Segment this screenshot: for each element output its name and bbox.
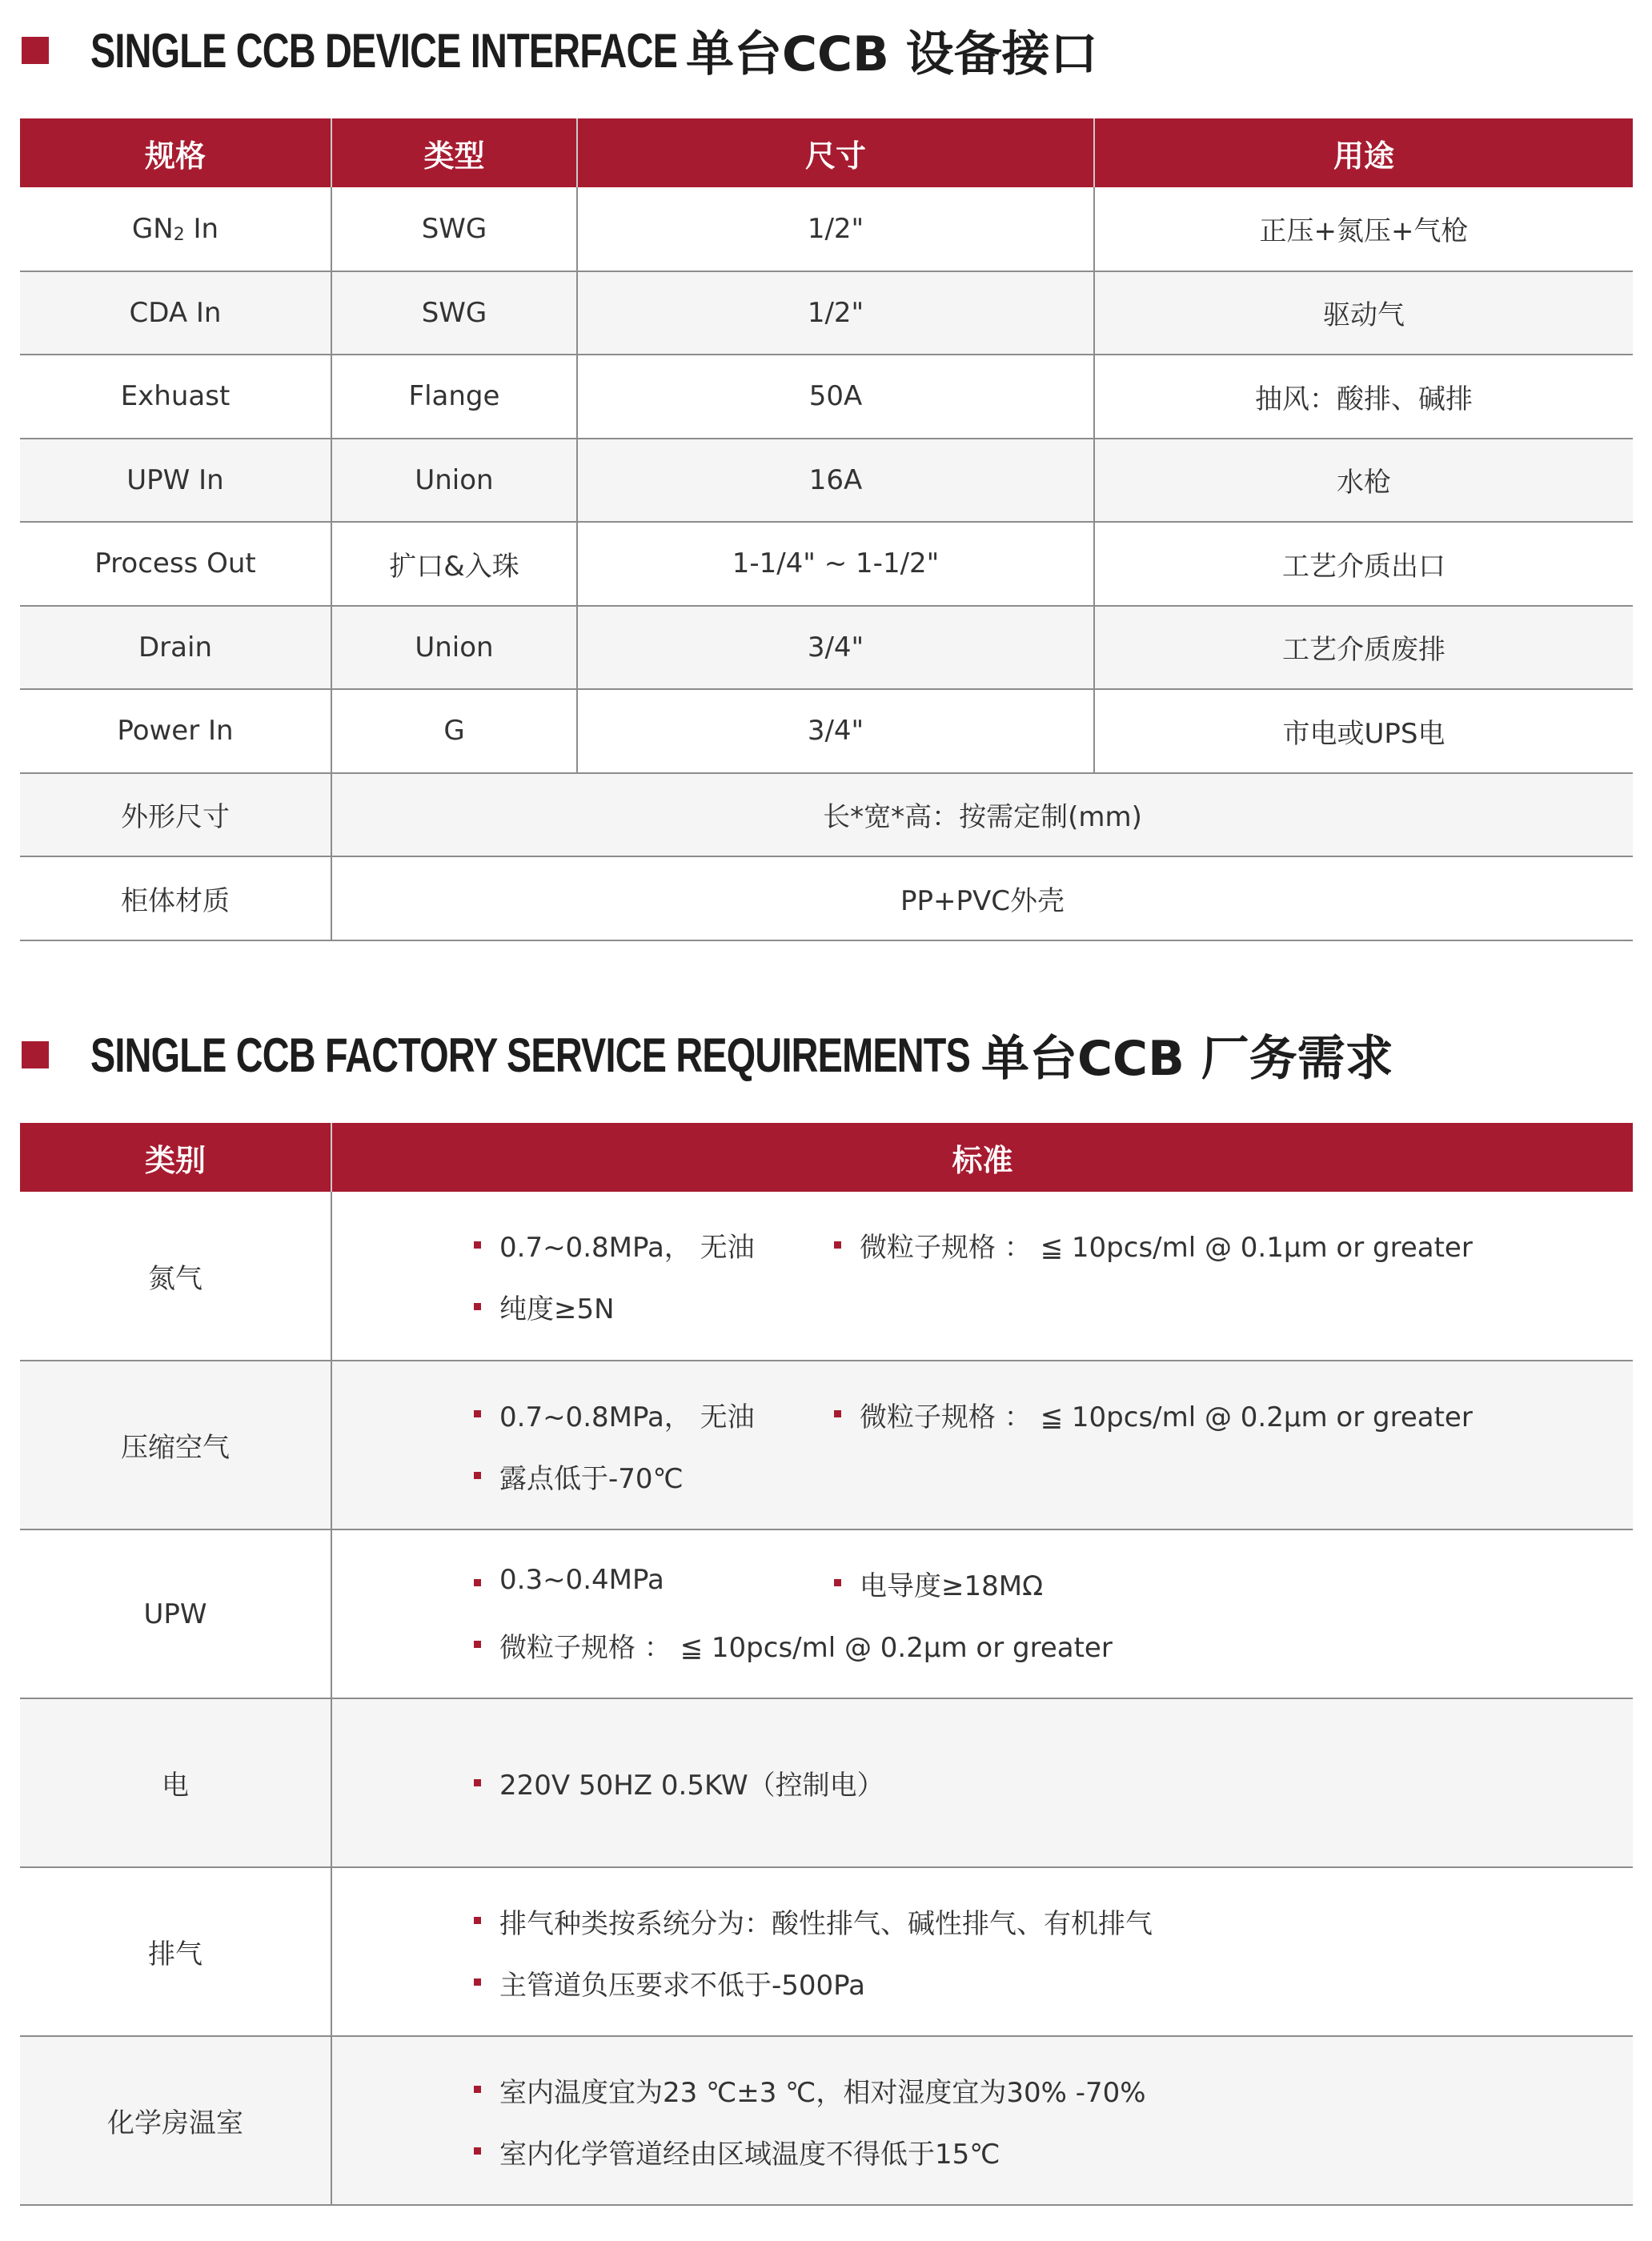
header-category: 类别 — [20, 1123, 331, 1192]
size-cell: 16A — [577, 439, 1094, 523]
table-row — [20, 2036, 1633, 2205]
table-row — [20, 187, 1633, 271]
table-row — [20, 606, 1633, 690]
size-cell: 1/2" — [577, 271, 1094, 355]
table-row — [20, 689, 1633, 773]
list-item: 主管道负压要求不低于-500Pa — [474, 1963, 1633, 2002]
material-label: 柜体材质 — [20, 856, 331, 940]
type-cell: Flange — [331, 355, 577, 439]
section-marker — [22, 37, 49, 64]
header-spec: 规格 — [20, 118, 331, 187]
header-standard: 标准 — [331, 1123, 1633, 1192]
list-item: 微粒子规格 ： ≦ 10pcs/ml @ 0.2μm or greater — [834, 1395, 1633, 1434]
use-cell: 抽风：酸排、碱排 — [1094, 355, 1633, 439]
size-cell: 1/2" — [577, 187, 1094, 271]
section-1-title — [0, 14, 1652, 86]
header-size: 尺寸 — [577, 118, 1094, 187]
category-cell: 压缩空气 — [20, 1361, 331, 1529]
section-1-title-cn: 单台CCB 设备接口 — [686, 26, 1098, 82]
spec-text: GN — [131, 212, 174, 245]
table-row — [20, 1529, 1633, 1698]
standard-cell — [331, 2036, 1633, 2205]
use-cell: 工艺介质出口 — [1094, 522, 1633, 606]
category-cell: 电 — [20, 1698, 331, 1867]
spec-cell: Process Out — [20, 522, 331, 606]
spec-suffix: In — [184, 212, 219, 245]
spec-cell: Exhuast — [20, 355, 331, 439]
list-item: 排气种类按系统分为：酸性排气、碱性排气、有机排气 — [474, 1902, 1633, 1941]
section-2-title-en: SINGLE CCB FACTORY SERVICE REQUIREMENTS — [90, 1028, 971, 1082]
use-cell: 驱动气 — [1094, 271, 1633, 355]
standard-cell — [331, 1192, 1633, 1361]
standard-cell — [331, 1529, 1633, 1698]
table-row — [20, 439, 1633, 523]
list-item: 220V 50HZ 0.5KW（控制电） — [474, 1763, 1633, 1802]
dimension-value: 长*宽*高：按需定制(mm) — [331, 773, 1633, 857]
spec-cell: Power In — [20, 689, 331, 773]
type-cell: SWG — [331, 271, 577, 355]
section-marker — [22, 1041, 49, 1068]
category-cell: 氮气 — [20, 1192, 331, 1361]
list-item: 室内温度宜为23 ℃±3 ℃，相对湿度宜为30% -70% — [474, 2071, 1633, 2110]
list-item: 纯度≥5N — [474, 1287, 1633, 1326]
list-item: 0.3~0.4MPa — [474, 1564, 834, 1603]
list-item: 露点低于-70℃ — [474, 1457, 1633, 1496]
header-type: 类型 — [331, 118, 577, 187]
material-value: PP+PVC外壳 — [331, 856, 1633, 940]
device-interface-table — [20, 118, 1633, 941]
section-2-title-cn: 单台CCB 厂务需求 — [981, 1031, 1393, 1087]
size-cell: 1-1/4" ~ 1-1/2" — [577, 522, 1094, 606]
type-cell: G — [331, 689, 577, 773]
table-row — [20, 1192, 1633, 1361]
category-cell: 排气 — [20, 1867, 331, 2036]
type-cell: SWG — [331, 187, 577, 271]
use-cell: 市电或UPS电 — [1094, 689, 1633, 773]
table-row — [20, 856, 1633, 940]
type-cell: 扩口&入珠 — [331, 522, 577, 606]
size-cell: 3/4" — [577, 689, 1094, 773]
use-cell: 正压+氮压+气枪 — [1094, 187, 1633, 271]
list-item: 微粒子规格 ： ≦ 10pcs/ml @ 0.2μm or greater — [474, 1626, 1633, 1665]
dimension-label: 外形尺寸 — [20, 773, 331, 857]
table-row — [20, 1361, 1633, 1529]
size-cell: 50A — [577, 355, 1094, 439]
category-cell: 化学房温室 — [20, 2036, 331, 2205]
type-cell: Union — [331, 439, 577, 523]
table-row — [20, 773, 1633, 857]
use-cell: 水枪 — [1094, 439, 1633, 523]
table-row — [20, 1698, 1633, 1867]
list-item: 电导度≥18MΩ — [834, 1564, 1633, 1603]
section-2-title — [0, 1019, 1652, 1091]
table-row — [20, 271, 1633, 355]
list-item: 0.7~0.8MPa， 无油 — [474, 1395, 834, 1434]
size-cell: 3/4" — [577, 606, 1094, 690]
list-item: 微粒子规格 ： ≦ 10pcs/ml @ 0.1μm or greater — [834, 1225, 1633, 1265]
standard-cell — [331, 1361, 1633, 1529]
spec-cell — [20, 187, 331, 271]
list-item: 0.7~0.8MPa， 无油 — [474, 1225, 834, 1265]
list-item: 室内化学管道经由区域温度不得低于15℃ — [474, 2132, 1633, 2171]
type-cell: Union — [331, 606, 577, 690]
spec-subscript: 2 — [173, 224, 185, 245]
spec-cell: CDA In — [20, 271, 331, 355]
use-cell: 工艺介质废排 — [1094, 606, 1633, 690]
header-use: 用途 — [1094, 118, 1633, 187]
category-cell: UPW — [20, 1529, 331, 1698]
factory-requirements-table — [20, 1123, 1633, 2206]
spec-cell: UPW In — [20, 439, 331, 523]
standard-cell — [331, 1867, 1633, 2036]
spec-cell: Drain — [20, 606, 331, 690]
table-row — [20, 1867, 1633, 2036]
table-row — [20, 522, 1633, 606]
standard-cell — [331, 1698, 1633, 1867]
table-row — [20, 355, 1633, 439]
section-1-title-en: SINGLE CCB DEVICE INTERFACE — [90, 23, 678, 78]
